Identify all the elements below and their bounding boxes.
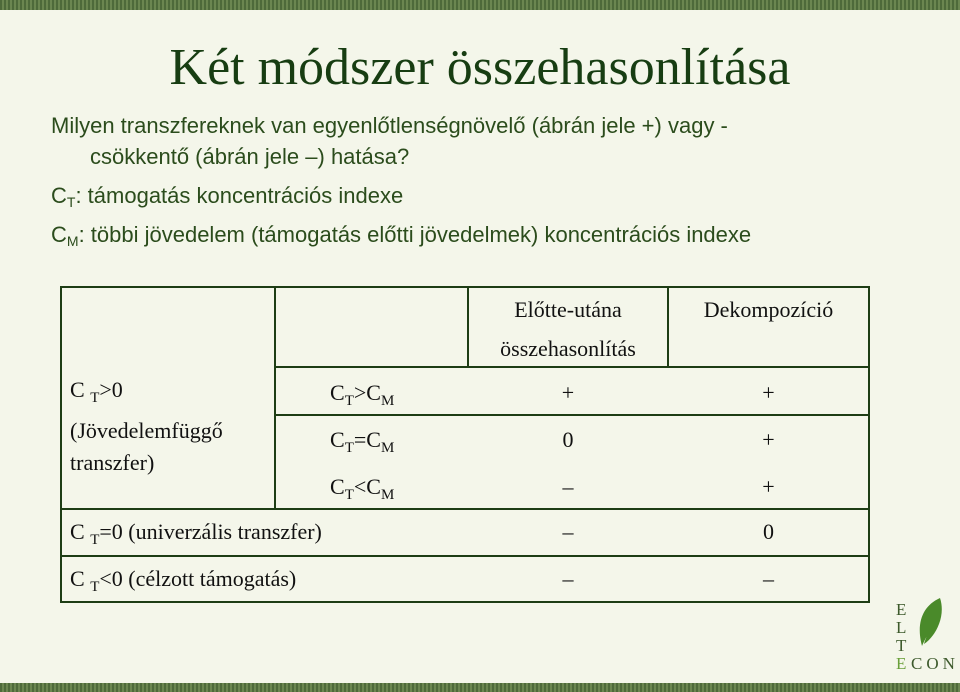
cm-symbol: C: [51, 222, 67, 247]
row-2-before-after: 0: [562, 427, 574, 452]
top-border: [0, 0, 960, 10]
bottom-border: [0, 683, 960, 692]
header-before-after-line1: Előtte-utána: [514, 297, 622, 322]
row-1-c1: C: [330, 380, 345, 405]
question-text-2a: csökkentő (ábrán jele: [90, 144, 300, 169]
row-2-c1: C: [330, 427, 345, 452]
question-line-1: [51, 113, 728, 139]
logo-letter-e2: E: [896, 654, 907, 673]
row-2-c2: C: [366, 427, 381, 452]
universal-sub: T: [90, 532, 100, 548]
row-1-decomposition: +: [762, 380, 775, 405]
question-line-2: [90, 144, 409, 170]
ct-symbol: C: [51, 183, 67, 208]
targeted-before-after: –: [562, 566, 574, 591]
row-1-before-after: +: [561, 380, 575, 405]
row-3-s1: T: [344, 487, 354, 503]
group-sub: T: [90, 390, 100, 406]
table-vline-1: [274, 286, 276, 509]
header-decomposition: Dekompozíció: [703, 297, 834, 322]
table-hline-row1: [274, 414, 870, 416]
logo-letter-e1: E: [896, 600, 907, 619]
targeted-support-label: [70, 566, 296, 596]
question-text-2b: ) hatása?: [317, 144, 410, 169]
leaf-icon: [912, 596, 948, 652]
ct-subscript: T: [66, 194, 76, 210]
targeted-text: <0 (célzott támogatás): [99, 566, 297, 591]
row-3-s2: M: [380, 487, 395, 503]
table-hline-header: [274, 366, 870, 368]
cm-subscript: M: [66, 233, 79, 249]
row-1-c2: C: [366, 380, 381, 405]
row-1-s1: T: [344, 393, 354, 409]
group-label-line3: transzfer): [70, 450, 155, 475]
universal-decomposition: 0: [763, 519, 774, 544]
table-hline-group: [60, 508, 870, 510]
universal-c: C: [70, 519, 85, 544]
logo-econ: CON: [911, 654, 959, 673]
row-3-before-after: –: [562, 474, 574, 499]
row-3-c2: C: [366, 474, 381, 499]
row-3-decomposition: +: [762, 474, 775, 499]
ct-text: : támogatás koncentrációs indexe: [75, 183, 404, 208]
row-2-decomposition: +: [762, 427, 775, 452]
universal-transfer-label: [70, 519, 322, 549]
logo-letter-t: T: [896, 636, 907, 655]
ct-definition: [51, 183, 403, 210]
row-3-condition: [330, 474, 394, 504]
universal-before-after: –: [562, 519, 574, 544]
row-2-op: =: [353, 427, 367, 452]
header-before-after-line2: összehasonlítás: [500, 336, 636, 361]
table-hline-universal: [60, 555, 870, 557]
row-1-condition: [330, 380, 394, 410]
row-2-s1: T: [344, 440, 354, 456]
row-1-op: >: [353, 380, 367, 405]
row-2-condition: [330, 427, 394, 457]
group-label-line2: (Jövedelemfüggő: [70, 418, 223, 443]
group-rel: >0: [99, 377, 123, 402]
row-1-s2: M: [380, 393, 395, 409]
group-label-ct: [70, 377, 123, 407]
cm-definition: [51, 222, 751, 249]
question-text-1: Milyen transzfereknek van egyenlőtlenségnövelő (ábrán jele +) vagy -: [51, 113, 728, 138]
logo-letter-l: L: [896, 618, 907, 637]
row-3-c1: C: [330, 474, 345, 499]
cm-text: : többi jövedelem (támogatás előtti jövedelmek) koncentrációs indexe: [78, 222, 752, 247]
row-3-op: <: [353, 474, 367, 499]
targeted-c: C: [70, 566, 85, 591]
row-2-s2: M: [380, 440, 395, 456]
targeted-decomposition: –: [763, 566, 774, 591]
targeted-sub: T: [90, 579, 100, 595]
universal-text: =0 (univerzális transzfer): [99, 519, 322, 544]
page-title: Két módszer összehasonlítása: [169, 39, 791, 96]
group-c: C: [70, 377, 85, 402]
minus-sign: –: [305, 144, 318, 169]
